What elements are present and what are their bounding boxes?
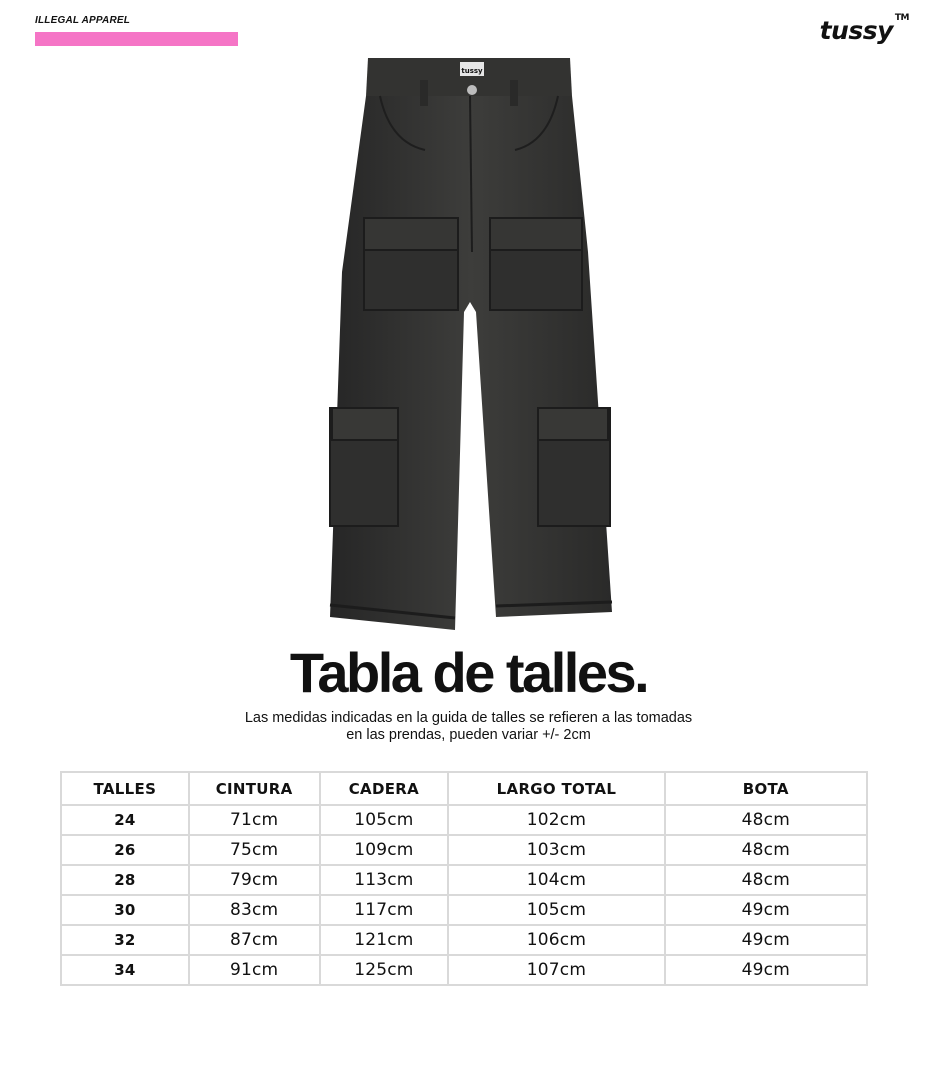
cintura-cell: 79cm <box>189 865 320 895</box>
largo-total-cell: 106cm <box>448 925 664 955</box>
size-chart-table <box>60 771 868 986</box>
largo-total-cell: 102cm <box>448 805 664 835</box>
size-note-line-2: en las prendas, pueden variar +/- 2cm <box>346 727 591 743</box>
brand-header <box>35 15 238 46</box>
logo-text: tussy <box>819 16 893 45</box>
largo-total-cell: 107cm <box>448 955 664 985</box>
cintura-cell: 75cm <box>189 835 320 865</box>
table-header-row <box>61 772 867 805</box>
bota-cell: 48cm <box>665 835 867 865</box>
cadera-cell: 109cm <box>320 835 449 865</box>
bota-cell: 49cm <box>665 925 867 955</box>
talle-cell: 24 <box>61 805 189 835</box>
bota-cell: 49cm <box>665 895 867 925</box>
size-note-line-1: Las medidas indicadas en la guida de talles se refieren a las tomadas <box>244 710 693 726</box>
product-image <box>320 52 620 642</box>
talle-cell: 26 <box>61 835 189 865</box>
talle-cell: 34 <box>61 955 189 985</box>
talle-cell: 30 <box>61 895 189 925</box>
header-cintura: CINTURA <box>189 772 320 805</box>
largo-total-cell: 103cm <box>448 835 664 865</box>
largo-total-cell: 104cm <box>448 865 664 895</box>
table-row <box>61 835 867 865</box>
waist-label: tussy <box>461 67 483 75</box>
cintura-cell: 83cm <box>189 895 320 925</box>
header-cadera: CADERA <box>320 772 449 805</box>
table-row <box>61 955 867 985</box>
cintura-cell: 91cm <box>189 955 320 985</box>
bota-cell: 49cm <box>665 955 867 985</box>
cargo-pants-illustration <box>320 52 620 637</box>
talle-cell: 28 <box>61 865 189 895</box>
brand-logo <box>819 12 909 45</box>
cadera-cell: 117cm <box>320 895 449 925</box>
header-talles: TALLES <box>61 772 189 805</box>
header-largo-total: LARGO TOTAL <box>448 772 664 805</box>
header-bota: BOTA <box>665 772 867 805</box>
accent-bar <box>35 32 238 46</box>
cintura-cell: 71cm <box>189 805 320 835</box>
bota-cell: 48cm <box>665 805 867 835</box>
cadera-cell: 113cm <box>320 865 449 895</box>
largo-total-cell: 105cm <box>448 895 664 925</box>
table-row <box>61 895 867 925</box>
cadera-cell: 125cm <box>320 955 449 985</box>
brand-tag: ILLEGAL APPAREL <box>35 15 131 26</box>
table-row <box>61 805 867 835</box>
page-title: Tabla de talles. <box>289 641 648 704</box>
table-row <box>61 865 867 895</box>
bota-cell: 48cm <box>665 865 867 895</box>
trademark-mark: TM <box>894 12 909 23</box>
cadera-cell: 105cm <box>320 805 449 835</box>
cintura-cell: 87cm <box>189 925 320 955</box>
talle-cell: 32 <box>61 925 189 955</box>
table-row <box>61 925 867 955</box>
cadera-cell: 121cm <box>320 925 449 955</box>
size-note <box>180 710 757 744</box>
